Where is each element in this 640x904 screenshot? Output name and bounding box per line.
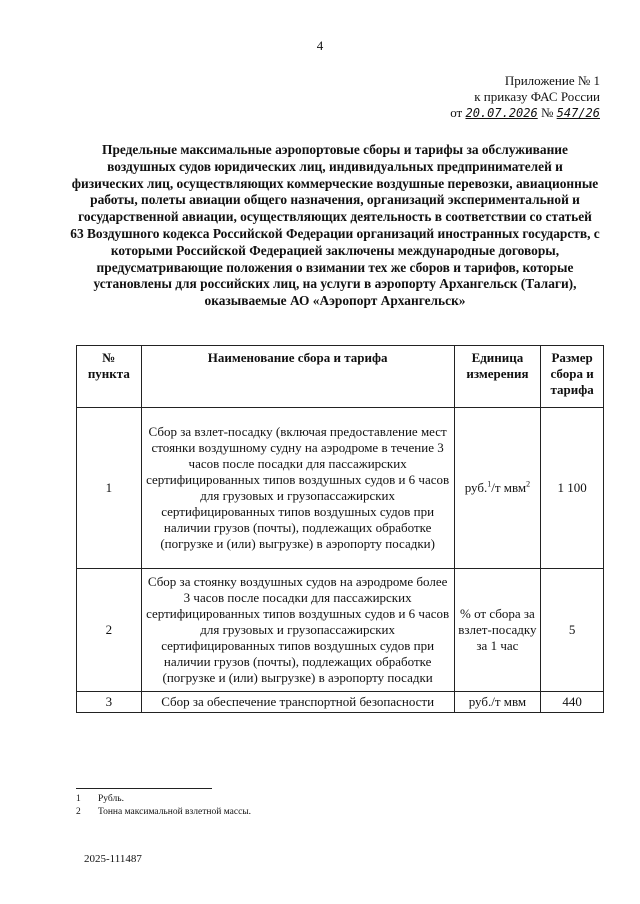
row-unit	[454, 408, 541, 569]
number-prefix: №	[540, 105, 554, 120]
row-number: 2	[77, 569, 142, 692]
row-value: 440	[541, 692, 604, 713]
unit-part: руб.	[464, 480, 488, 495]
date-prefix: от	[450, 105, 463, 120]
footnote-divider	[76, 788, 212, 789]
page-number: 4	[316, 38, 324, 53]
appendix-date-line	[360, 105, 600, 121]
table-header-row	[77, 346, 604, 408]
header-unit: Единица измерения	[454, 346, 541, 408]
footnote-text: Рубль.	[98, 794, 124, 804]
footnote-ref: 2	[526, 479, 531, 489]
row-unit: руб./т мвм	[454, 692, 541, 713]
row-name: Сбор за стоянку воздушных судов на аэродроме более 3 часов после посадки для пассажирских сертифицированных типов воздушных судов и 6 часов для грузовых и грузопассажирских сертифицированных типов воздушных судов при наличии грузов (почты), подлежащих обработке (погрузке и (или) выгрузке) в аэропорту посадки	[141, 569, 454, 692]
footnote	[76, 806, 251, 818]
footnote	[76, 793, 124, 805]
footnote-number: 2	[76, 807, 81, 817]
document-title: Предельные максимальные аэропортовые сборы и тарифы за обслуживание воздушных судов юридических лиц, индивидуальных предпринимателей и физических лиц, осуществляющих коммерческие воздушные перевозки, авиационные работы, полеты авиации общего назначения, организаций экспериментальной и государственной авиации, осуществляющих деятельность в соответствии со статьей 63 Воздушного кодекса Российской Федерации организаций иностранных государств, с которыми Российской Федерацией заключены международные договоры, предусматривающие положения о взимании тех же сборов и тарифов, которые установлены для российских лиц, на услуги в аэропорту Архангельск (Талаги), оказываемые АО «Аэропорт Архангельск»	[70, 142, 600, 309]
appendix-line2: к приказу ФАС России	[474, 89, 600, 104]
header-number: № пункта	[77, 346, 142, 408]
row-number: 3	[77, 692, 142, 713]
unit-part: /т мвм	[491, 480, 527, 495]
table-row	[77, 408, 604, 569]
header-name: Наименование сбора и тарифа	[141, 346, 454, 408]
handwritten-number: 547/26	[556, 106, 600, 120]
footnote-text: Тонна максимальной взлетной массы.	[98, 807, 252, 817]
appendix-line1: Приложение № 1	[504, 73, 600, 88]
document-code: 2025-111487	[84, 853, 142, 865]
row-value: 5	[541, 569, 604, 692]
handwritten-date: 20.07.2026	[465, 106, 538, 120]
table-row	[77, 569, 604, 692]
footnote-number: 1	[76, 794, 81, 804]
table-row	[77, 692, 604, 713]
footnote-ref: 1	[487, 479, 492, 489]
row-number: 1	[77, 408, 142, 569]
row-value: 1 100	[541, 408, 604, 569]
row-unit: % от сбора за взлет-посадку за 1 час	[454, 569, 541, 692]
row-name: Сбор за взлет-посадку (включая предоставление мест стоянки воздушному судну на аэродроме в течение 3 часов после посадки для пассажирских сертифицированных типов воздушных судов и 6 часов для грузовых и грузопассажирских сертифицированных типов воздушных судов при наличии грузов (почты), подлежащих обработке (погрузке и (или) выгрузке) в аэропорту посадки)	[141, 408, 454, 569]
fees-table	[76, 345, 604, 713]
header-value: Размер сбора и тарифа	[541, 346, 604, 408]
row-name: Сбор за обеспечение транспортной безопасности	[141, 692, 454, 713]
appendix-header	[360, 73, 600, 121]
